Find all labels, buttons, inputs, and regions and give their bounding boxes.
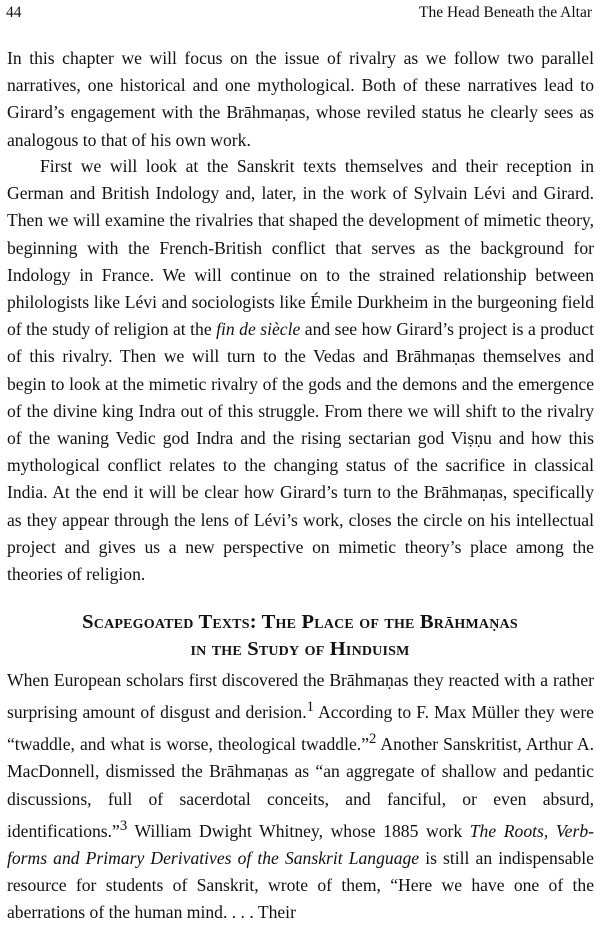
- section-heading: [0, 609, 600, 663]
- paragraph-intro: In this chapter we will focus on the issue of rivalry as we follow two parallel narratives, one historical and one mythological. Both of these narratives lead to Girard’s engagement with the Brāhmaṇas, whose reviled status he clearly sees as analogous to that of his own work.: [7, 48, 594, 150]
- paragraph-reception-text-2: According to F. Max Müller they were “twaddle, and what is worse, theological twaddle.”: [7, 702, 594, 755]
- paragraph-reception-text-4: William Dwight Whitney, whose 1885 work: [127, 820, 470, 841]
- book-title-italic: The Roots, Verb-forms and Primary Derivatives of the Sanskrit Language: [7, 820, 594, 868]
- footnote-ref-2: 2: [369, 731, 377, 748]
- running-head-title: The Head Beneath the Altar: [418, 4, 592, 21]
- paragraph-reception-text-1: When European scholars first discovered the Brāhmaṇas they reacted with a rather surprising amount of disgust and derision.: [7, 670, 594, 723]
- paragraph-overview-italic: fin de siècle: [216, 319, 301, 340]
- paragraph-overview-text-1: First we will look at the Sanskrit texts themselves and their reception in German and British Indology and, later, in the work of Sylvain Lévi and Girard. Then we will examine the rivalries that shaped the development of mimetic theory, beginning with the French-British conflict that serves as the background for Indology in France. We will continue on to the strained relationship between philologists like Lévi and sociologists like Émile Durkheim in the burgeoning field of the study of religion at the: [7, 156, 594, 340]
- section-heading-line-2: in the Study of Hinduism: [190, 638, 410, 660]
- paragraph-reception-text-5: is still an indispensable resource for students of Sanskrit, wrote of them, “Here we have one of the aberrations of the human mind. . . . Their: [7, 847, 594, 923]
- paragraph-overview: [7, 153, 594, 588]
- paragraph-overview-text-2: and see how Girard’s project is a product of this rivalry. Then we will turn to the Vedas and Brāhmaṇas themselves and begin to look at the mimetic rivalry of the gods and the demons and the emergence of the divine king Indra out of this struggle. From there we will shift to the rivalry of the waning Vedic god Indra and the rising sectarian god Viṣṇu and how this mythological conflict relates to the changing status of the sacrifice in classical India. At the end it will be clear how Girard’s turn to the Brāhmaṇas, specifically as they appear through the lens of Lévi’s work, closes the circle on his intellectual project and gives us a new perspective on mimetic theory’s place among the theories of religion.: [7, 319, 594, 585]
- section-heading-line-1: Scapegoated Texts: The Place of the Brāhmaṇas: [82, 611, 518, 633]
- footnote-ref-1: 1: [306, 699, 314, 716]
- paragraph-reception: [7, 667, 594, 926]
- footnote-ref-3: 3: [119, 817, 128, 834]
- page-number: 44: [6, 4, 22, 21]
- paragraph-reception-text-3: Another Sanskritist, Arthur A. MacDonnell, dismissed the Brāhmaṇas as “an aggregate of shallow and pedantic discussions, full of sacerdotal conceits, and fanciful, or even absurd, identifications.”: [7, 734, 594, 841]
- running-head: [6, 2, 592, 24]
